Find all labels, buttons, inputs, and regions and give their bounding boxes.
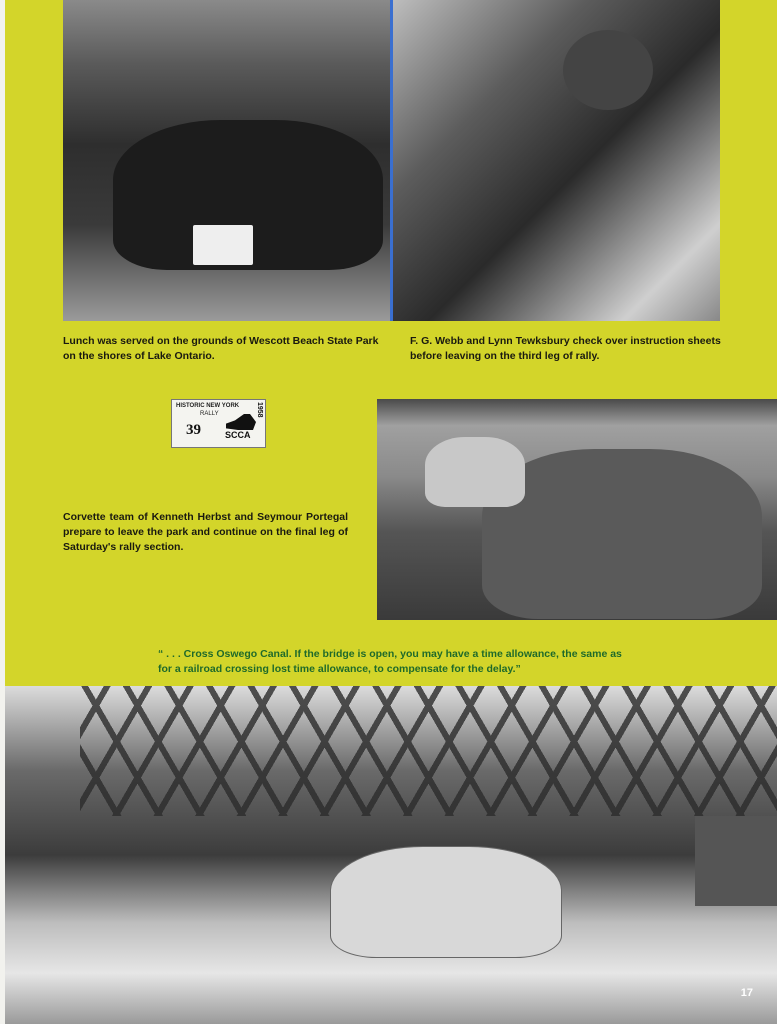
rally-plate-image: HISTORIC NEW YORK RALLY 39 SCCA 1958 bbox=[171, 399, 266, 448]
page-number: 17 bbox=[740, 987, 753, 999]
photo-corvette-leaving-park bbox=[377, 399, 777, 620]
photo-parked-corvettes bbox=[63, 0, 390, 321]
caption-lunch: Lunch was served on the grounds of Wescott Beach State Park on the shores of Lake Ontario. bbox=[63, 335, 379, 362]
photo-oswego-canal-bridge bbox=[5, 686, 777, 1024]
photo-instruction-check bbox=[393, 0, 720, 321]
caption-webb-tewksbury: F. G. Webb and Lynn Tewksbury check over instruction sheets before leaving on the third leg of rally. bbox=[410, 335, 721, 362]
new-york-state-shape bbox=[226, 414, 256, 430]
rally-instruction-quote: “ . . . Cross Oswego Canal. If the bridge is open, you may have a time allowance, the same as for a railroad crossing lost time allowance, to compensate for the delay.” bbox=[158, 648, 622, 675]
caption-corvette-team: Corvette team of Kenneth Herbst and Seymour Portegal prepare to leave the park and continue on the final leg of Saturday's rally section. bbox=[63, 511, 348, 553]
